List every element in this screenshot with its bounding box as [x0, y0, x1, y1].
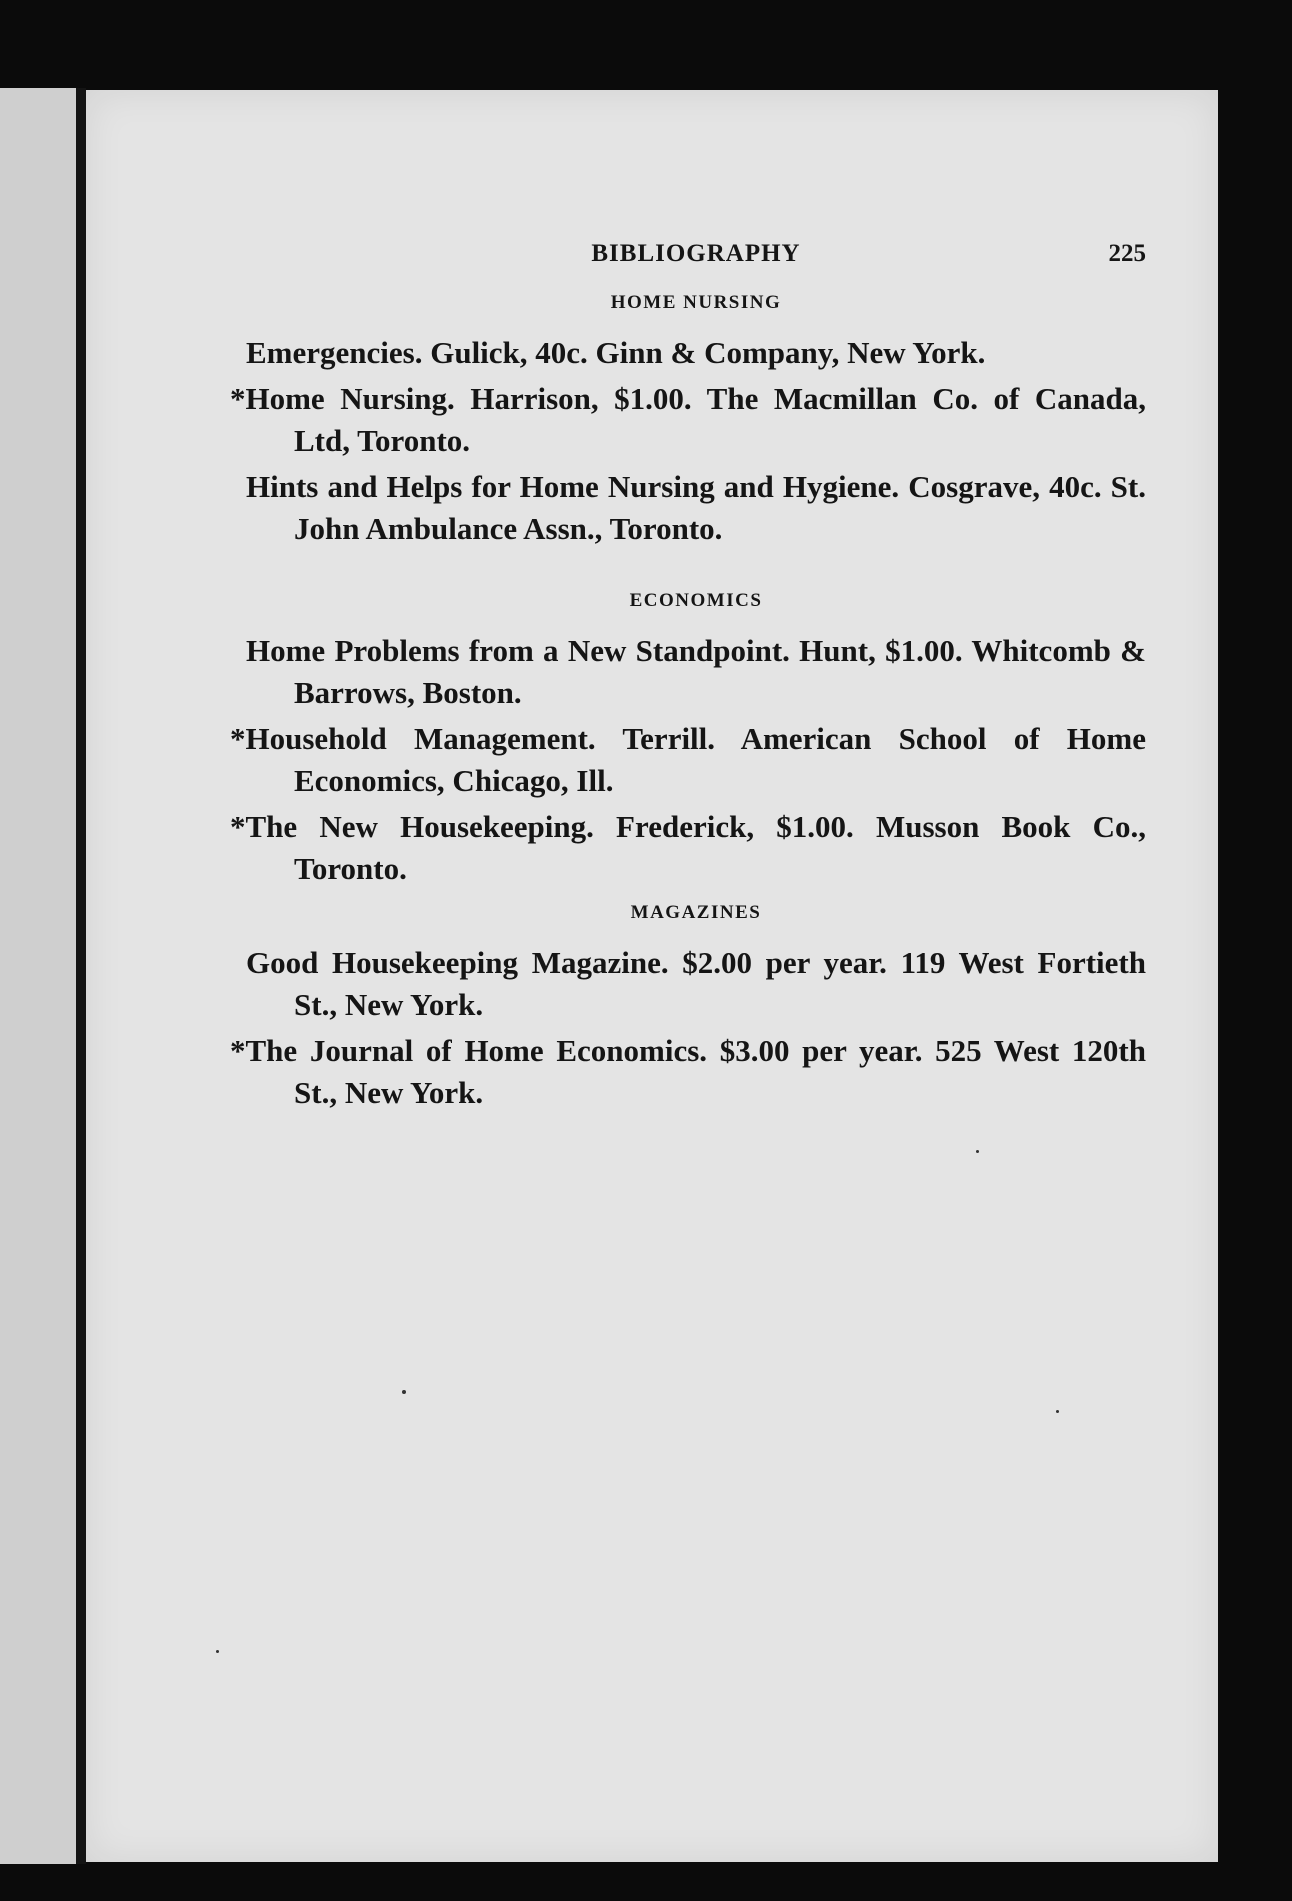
scan-speck — [216, 1650, 219, 1653]
section-heading-economics: ECONOMICS — [629, 590, 763, 611]
book-page — [86, 90, 1218, 1862]
entry-text: The Journal of Home Economics. $3.00 per year. 525 West 120th St., New York. — [245, 1033, 1146, 1110]
page-gutter-shadow — [76, 88, 86, 1864]
entry-marker: * — [230, 381, 246, 416]
bibliography-entry — [246, 630, 1146, 714]
page-content — [230, 240, 1146, 1118]
section-heading-home-nursing: HOME NURSING — [610, 292, 782, 313]
bibliography-entry — [230, 806, 1146, 890]
section-heading-magazines: MAGAZINES — [630, 902, 762, 923]
entry-marker: * — [230, 1033, 246, 1068]
bibliography-entry — [246, 332, 1146, 374]
entry-text: Emergencies. Gulick, 40c. Ginn & Company, New York. — [246, 335, 986, 370]
entry-text: Household Management. Terrill. American School of Home Economics, Chicago, Ill. — [245, 721, 1146, 798]
entry-text: Hints and Helps for Home Nursing and Hygiene. Cosgrave, 40c. St. John Ambulance Assn., Toronto. — [246, 469, 1146, 546]
page-number: 225 — [1108, 240, 1146, 267]
entry-marker: * — [230, 809, 246, 844]
bibliography-entry — [230, 718, 1146, 802]
bibliography-entry — [246, 466, 1146, 550]
bibliography-entry — [246, 942, 1146, 1026]
scan-speck — [1056, 1410, 1059, 1413]
entry-text: Home Problems from a New Standpoint. Hunt, $1.00. Whitcomb & Barrows, Boston. — [246, 633, 1146, 710]
bibliography-entry — [230, 378, 1146, 462]
scan-speck — [976, 1150, 979, 1153]
entry-text: The New Housekeeping. Frederick, $1.00. Musson Book Co., Toronto. — [245, 809, 1146, 886]
bibliography-entry — [230, 1030, 1146, 1114]
entry-text: Good Housekeeping Magazine. $2.00 per year. 119 West Fortieth St., New York. — [246, 945, 1146, 1022]
scan-speck — [402, 1390, 406, 1394]
entry-marker: * — [230, 721, 246, 756]
entry-text: Home Nursing. Harrison, $1.00. The Macmillan Co. of Canada, Ltd, Toronto. — [245, 381, 1146, 458]
running-head — [246, 240, 1146, 280]
running-title: BIBLIOGRAPHY — [591, 240, 801, 267]
facing-page-edge — [0, 88, 82, 1864]
